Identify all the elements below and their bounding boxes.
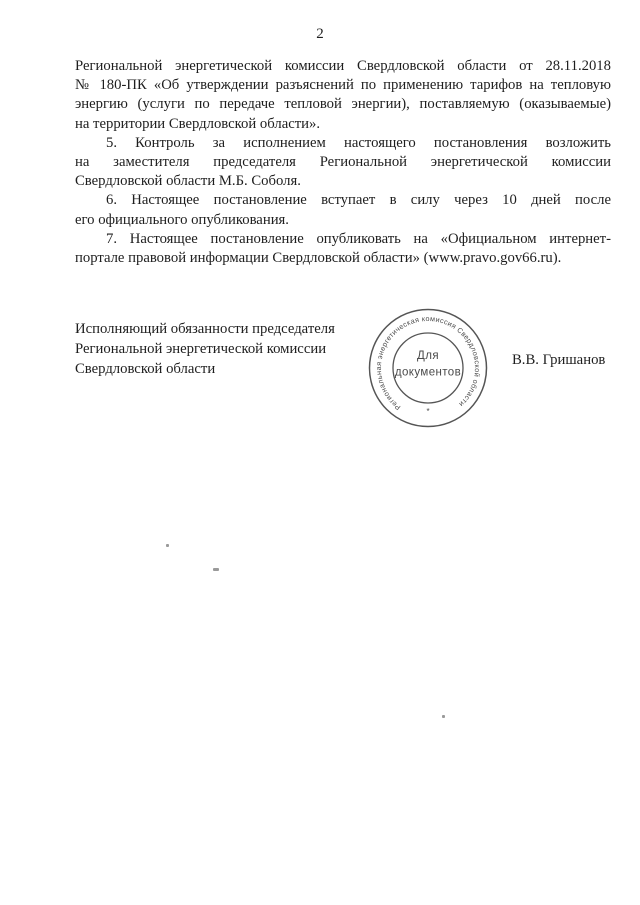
- body-line: на территории Свердловской области».: [75, 115, 321, 132]
- signature-title-line: Исполняющий обязанности председателя: [75, 321, 335, 337]
- body-line: портале правовой информации Свердловской области» (www.pravo.gov66.ru).: [75, 250, 562, 267]
- signature-title-line: Свердловской области: [75, 361, 216, 377]
- signature-block: [75, 319, 335, 379]
- page-number: 2: [316, 26, 324, 42]
- scan-speck: [213, 568, 219, 571]
- body-line: 5. Контроль за исполнением настоящего постановления возложить: [106, 134, 611, 151]
- body-line: энергию (услуги по передаче тепловой энергии), поставляемую (оказываемые): [75, 96, 611, 113]
- stamp-ring-text: Региональная энергетическая комиссия Свердловской области: [373, 314, 483, 413]
- official-stamp: [368, 308, 488, 428]
- signature-title-line: Региональной энергетической комиссии: [75, 341, 327, 357]
- scan-speck: [166, 544, 169, 547]
- body-line: Региональной энергетической комиссии Свердловской области от 28.11.2018: [75, 58, 611, 74]
- body-line: его официального опубликования.: [75, 211, 289, 228]
- stamp-center-text-line2: документов: [394, 366, 462, 379]
- signature-name: В.В. Гришанов: [512, 352, 606, 368]
- body-line: 6. Настоящее постановление вступает в силу через 10 дней после: [106, 192, 611, 209]
- stamp-center-text-line1: Для: [417, 350, 439, 362]
- body-line: Свердловской области М.Б. Соболя.: [75, 173, 301, 190]
- body-line: 7. Настоящее постановление опубликовать на «Официальном интернет-: [106, 230, 611, 247]
- body-line: на заместителя председателя Региональной энергетической комиссии: [75, 154, 611, 171]
- scan-speck: [442, 715, 445, 718]
- document-body: [75, 57, 611, 268]
- stamp-separator-star: *: [426, 407, 430, 416]
- body-line: № 180-ПК «Об утверждении разъяснений по применению тарифов на тепловую: [75, 77, 611, 94]
